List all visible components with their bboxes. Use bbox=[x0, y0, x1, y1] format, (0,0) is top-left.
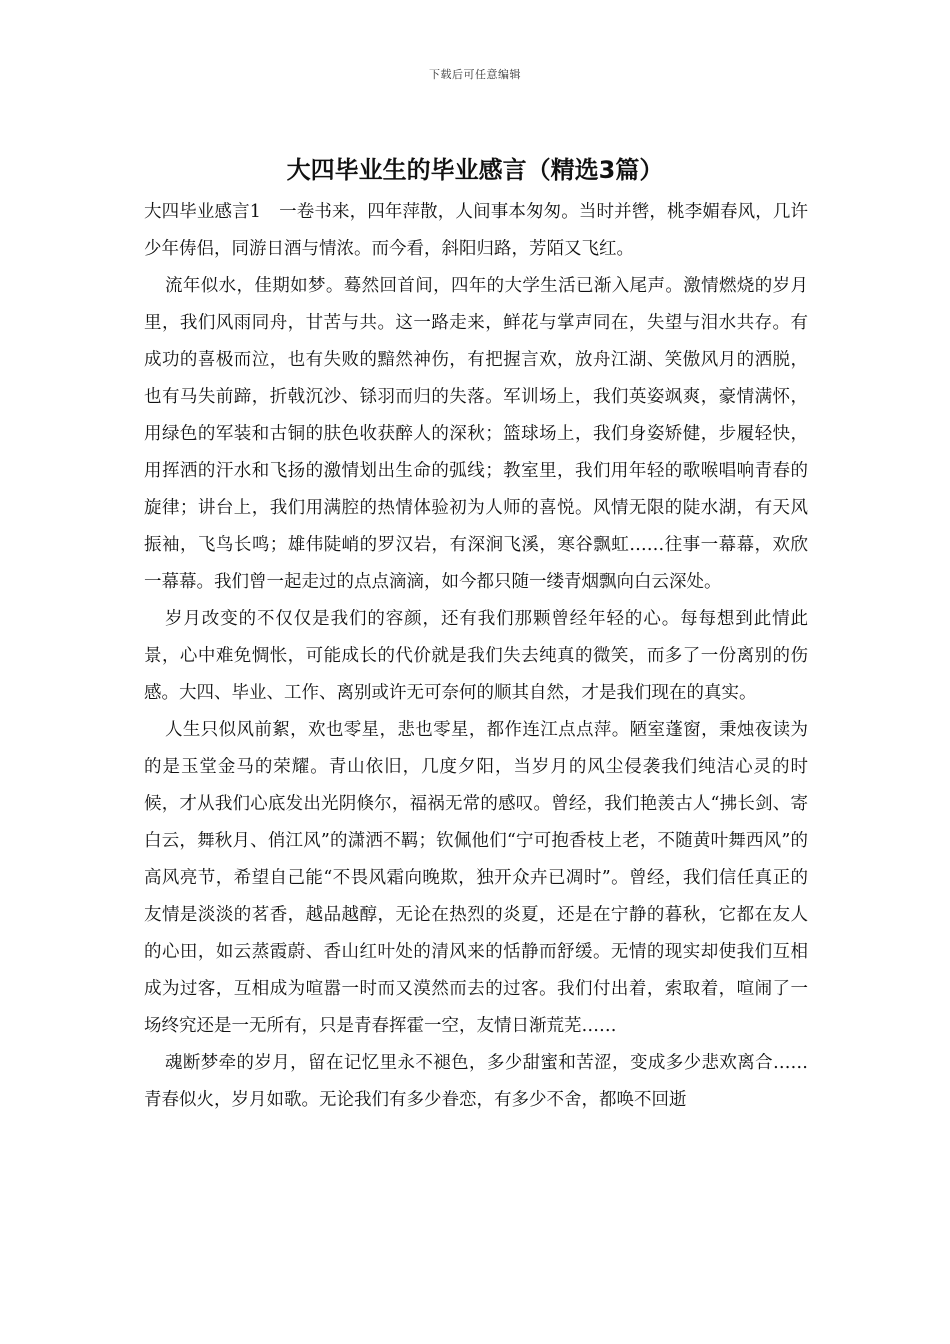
header-note: 下载后可任意编辑 bbox=[429, 68, 521, 81]
paragraph-1 bbox=[144, 194, 808, 268]
paragraph-4: 人生只似风前絮，欢也零星，悲也零星，都作连江点点萍。陋室蓬窗，秉烛夜读为的是玉堂金马的荣耀。青山依旧，几度夕阳，当岁月的风尘侵袭我们纯洁心灵的时候，才从我们心底发出光阴倏尔，福祸无常的感叹。曾经，我们艳羡古人“拂长剑、寄白云，舞秋月、俏江风”的潇洒不羁；钦佩他们“宁可抱香枝上老，不随黄叶舞西风”的高风亮节，希望自己能“不畏风霜向晚欺，独开众卉已凋时”。曾经，我们信任真正的友情是淡淡的茗香，越品越醇，无论在热烈的炎夏，还是在宁静的暮秋，它都在友人的心田，如云蒸霞蔚、香山红叶处的清风来的恬静而舒缓。无情的现实却使我们互相成为过客，互相成为喧嚣一时而又漠然而去的过客。我们付出着，索取着，喧闹了一场终究还是一无所有，只是青春挥霍一空，友情日渐荒芜…… bbox=[144, 720, 808, 1036]
paragraph-1-text: 一卷书来，四年萍散，人间事本匆匆。当时并辔，桃李媚春风，几许少年俦侣，同游日酒与情浓。而今看，斜阳归路，芳陌又飞红。 bbox=[144, 202, 809, 259]
essay-label: 大四毕业感言1 bbox=[144, 202, 261, 222]
document-body bbox=[144, 194, 808, 1119]
paragraph-2: 流年似水，佳期如梦。蓦然回首间，四年的大学生活已渐入尾声。激情燃烧的岁月里，我们风雨同舟，甘苦与共。这一路走来，鲜花与掌声同在，失望与泪水共存。有成功的喜极而泣，也有失败的黯然神伤，有把握言欢，放舟江湖、笑傲风月的洒脱，也有马失前蹄，折戟沉沙、铩羽而归的失落。军训场上，我们英姿飒爽，豪情满怀，用绿色的军装和古铜的肤色收获醉人的深秋；篮球场上，我们身姿矫健，步履轻快，用挥洒的汗水和飞扬的激情划出生命的弧线；教室里，我们用年轻的歌喉唱响青春的旋律；讲台上，我们用满腔的热情体验初为人师的喜悦。风情无限的陡水湖，有天风振袖，飞鸟长鸣；雄伟陡峭的罗汉岩，有深涧飞溪，寒谷飘虹……往事一幕幕，欢欣一幕幕。我们曾一起走过的点点滴滴，如今都只随一缕青烟飘向白云深处。 bbox=[144, 276, 808, 592]
paragraph-5: 魂断梦牵的岁月，留在记忆里永不褪色，多少甜蜜和苦涩，变成多少悲欢离合……青春似火，岁月如歌。无论我们有多少眷恋，有多少不舍，都唤不回逝 bbox=[144, 1053, 808, 1110]
paragraph-3: 岁月改变的不仅仅是我们的容颜，还有我们那颗曾经年轻的心。每每想到此情此景，心中难免惆怅，可能成长的代价就是我们失去纯真的微笑，而多了一份离别的伤感。大四、毕业、工作、离别或许无可奈何的顺其自然，才是我们现在的真实。 bbox=[144, 609, 808, 703]
document-title: 大四毕业生的毕业感言（精选3篇） bbox=[286, 156, 664, 184]
